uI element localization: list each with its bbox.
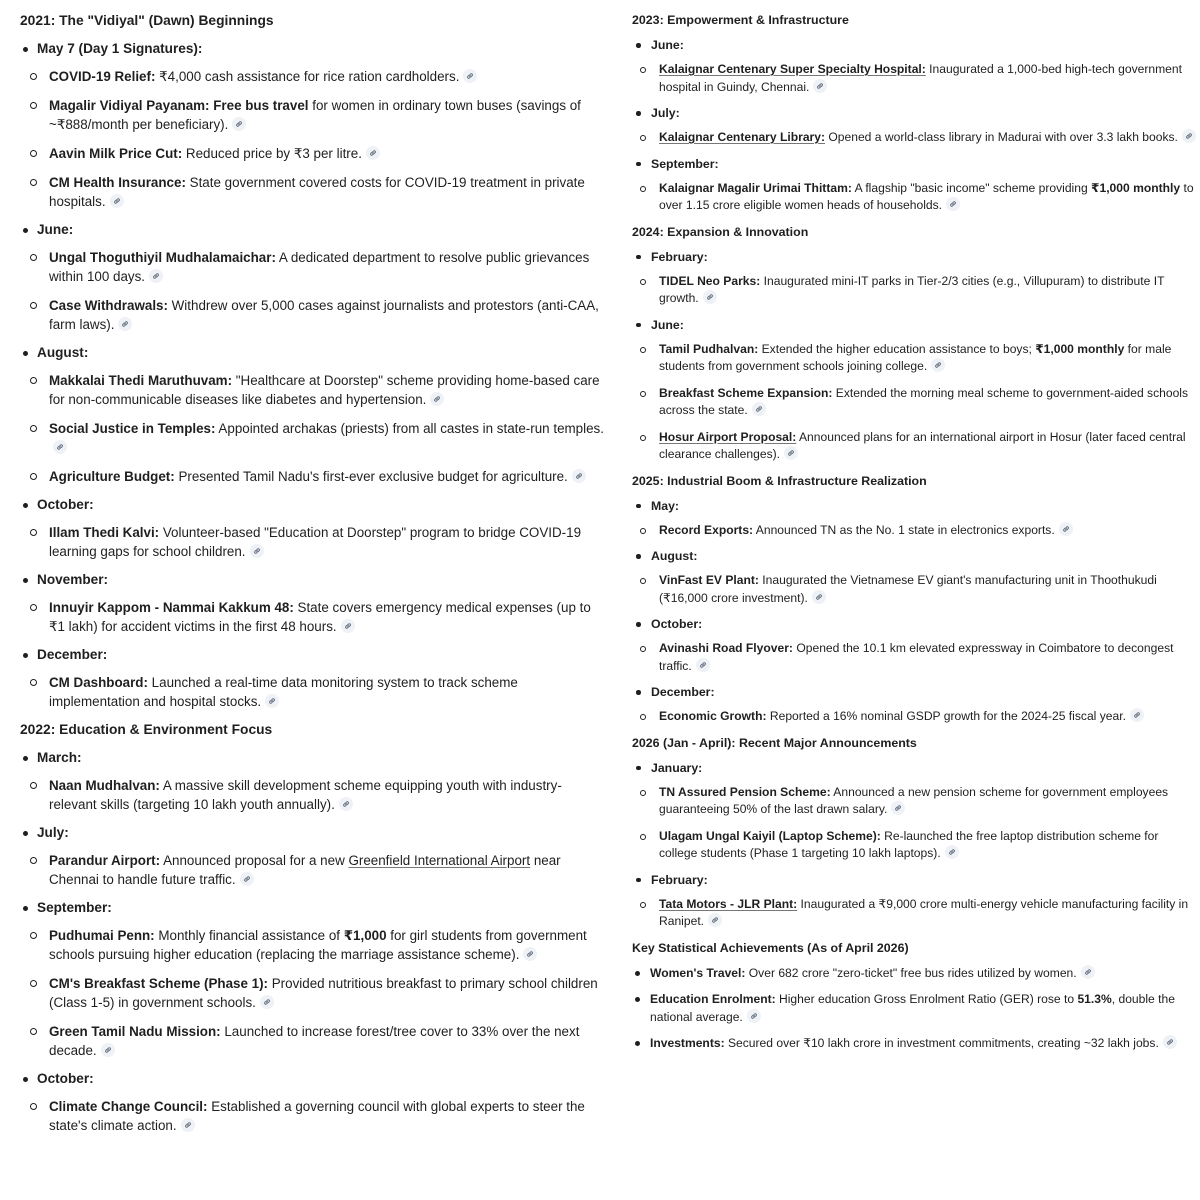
link-icon[interactable]: [891, 801, 905, 815]
link-icon[interactable]: [1130, 708, 1144, 722]
item-text: Extended the higher education assistance to boys;: [758, 341, 1036, 356]
section-2025-industrial-boom-infrastructure-real: [632, 473, 1200, 726]
item-text: Launched a real-time data monitoring system to track scheme implementation and hospital stocks.: [49, 675, 518, 709]
item-text: Provided nutritious breakfast to primary school children (Class 1-5) in government schools.: [49, 976, 598, 1010]
item-text: Launched to increase forest/tree cover to 33% over the next decade.: [49, 1024, 580, 1058]
item-label: Ulagam Ungal Kaiyil (Laptop Scheme):: [659, 828, 881, 843]
item-label: Case Withdrawals:: [49, 298, 168, 313]
item-text: State government covered costs for COVID-19 treatment in private hospitals.: [49, 175, 585, 209]
item-text: Appointed archakas (priests) from all castes in state-run temples.: [215, 421, 604, 436]
item-label: Record Exports:: [659, 522, 754, 537]
link-icon[interactable]: [572, 469, 586, 483]
link-icon[interactable]: [250, 544, 264, 558]
item-text: near Chennai to handle future traffic.: [49, 853, 561, 887]
item-text: Over 682 crore "zero-ticket" free bus rides utilized by women.: [745, 965, 1077, 980]
list-item: [20, 371, 606, 409]
item-text: Inaugurated mini-IT parks in Tier-2/3 cities (e.g., Villupuram) to distribute IT growth.: [659, 273, 1165, 305]
link-icon[interactable]: [341, 619, 355, 633]
month-heading: October:: [20, 1070, 606, 1088]
list-item: [20, 419, 606, 457]
month-heading: June:: [20, 221, 606, 239]
link-icon[interactable]: [945, 845, 959, 859]
item-text: State covers emergency medical expenses (up to ₹1 lakh) for accident victims in the first 48 hours.: [49, 600, 591, 634]
link-icon[interactable]: [752, 402, 766, 416]
item-text: A dedicated department to resolve public grievances within 100 days.: [49, 250, 590, 284]
link-icon[interactable]: [110, 194, 124, 208]
item-text: Opened a world-class library in Madurai with over 3.3 lakh books.: [825, 130, 1178, 144]
item-label: Naan Mudhalvan:: [49, 778, 160, 793]
month-heading: July:: [20, 824, 606, 842]
item-label: Green Tamil Nadu Mission:: [49, 1024, 221, 1039]
item-label: CM Dashboard:: [49, 675, 148, 690]
link-icon[interactable]: [149, 269, 163, 283]
list-item: [632, 708, 1200, 726]
section-title: 2025: Industrial Boom & Infrastructure Realization: [632, 473, 927, 488]
item-label: CM's Breakfast Scheme (Phase 1):: [49, 976, 269, 991]
link-icon[interactable]: [1059, 522, 1073, 536]
item-label: CM Health Insurance:: [49, 175, 186, 190]
link-icon[interactable]: [260, 995, 274, 1009]
list-item: [632, 341, 1200, 376]
section-title: 2022: Education & Environment Focus: [20, 722, 273, 737]
item-label: Kalaignar Magalir Urimai Thittam:: [659, 180, 852, 195]
list-item: [632, 991, 1200, 1026]
list-item: [632, 828, 1200, 863]
item-text: Re-launched the free laptop distribution scheme for college students (Phase 1 targeting 10 lakh laptops).: [659, 828, 1159, 860]
item-label: Ungal Thoguthiyil Mudhalamaichar:: [49, 250, 276, 265]
list-item: [20, 67, 606, 86]
section-2026-jan-april-recent-major-announcement: [632, 735, 1200, 931]
item-label: Illam Thedi Kalvi:: [49, 525, 160, 540]
item-text: Presented Tamil Nadu's first-ever exclusive budget for agriculture.: [174, 469, 568, 484]
item-text: Withdrew over 5,000 cases against journalists and protestors (anti-CAA, farm laws).: [49, 298, 599, 332]
month-heading: May:: [632, 498, 1200, 514]
item-label: Pudhumai Penn:: [49, 928, 155, 943]
list-item: [632, 129, 1200, 147]
link-icon[interactable]: [696, 658, 710, 672]
list-item: [20, 144, 606, 163]
item-text: Higher education Gross Enrolment Ratio (GER) rose to: [775, 992, 1078, 1006]
list-item: [632, 640, 1200, 675]
item-label: TIDEL Neo Parks:: [659, 273, 761, 288]
list-item: [20, 974, 606, 1012]
item-text: , double the national average.: [650, 992, 1175, 1024]
item-label: TN Assured Pension Scheme:: [659, 784, 831, 799]
item-label: Magalir Vidiyal Payanam: Free bus travel: [49, 98, 309, 113]
item-label: Agriculture Budget:: [49, 469, 175, 484]
list-item: [20, 673, 606, 711]
link-icon[interactable]: [232, 117, 246, 131]
list-item: [632, 61, 1200, 96]
list-item: [632, 385, 1200, 420]
list-item: [20, 1022, 606, 1060]
list-item: [20, 598, 606, 636]
item-text: Inaugurated the Vietnamese EV giant's manufacturing unit in Thoothukudi (₹16,000 crore investment).: [659, 573, 1157, 605]
item-label: Climate Change Council:: [49, 1099, 208, 1114]
list-item: [20, 96, 606, 134]
list-item: [632, 180, 1200, 215]
list-item: [632, 784, 1200, 819]
section-title: 2024: Expansion & Innovation: [632, 224, 809, 239]
link-icon[interactable]: [784, 446, 798, 460]
item-text: Opened the 10.1 km elevated expressway in Coimbatore to decongest traffic.: [659, 641, 1174, 673]
link-icon[interactable]: [813, 79, 827, 93]
item-link[interactable]: Greenfield International Airport: [348, 853, 531, 868]
item-text: to over 1.15 crore eligible women heads of households.: [659, 180, 1194, 212]
month-heading: January:: [632, 760, 1200, 776]
list-item: [632, 273, 1200, 308]
item-label: VinFast EV Plant:: [659, 573, 759, 587]
item-text: Announced a new pension scheme for government employees guaranteeing 50% of the last drawn salary.: [659, 784, 1169, 816]
item-text: Volunteer-based "Education at Doorstep" program to bridge COVID-19 learning gaps for school children.: [49, 525, 582, 559]
list-item: [632, 429, 1200, 464]
list-item: [20, 296, 606, 334]
section-2023-empowerment-infrastructure: [632, 12, 1200, 215]
item-label: Aavin Milk Price Cut:: [49, 146, 183, 161]
link-icon[interactable]: [1182, 129, 1196, 143]
list-item: [20, 776, 606, 814]
item-text: Announced proposal for a new: [160, 853, 349, 868]
item-text: Reduced price by ₹3 per litre.: [182, 146, 362, 161]
month-heading: February:: [632, 872, 1200, 888]
month-heading: June:: [632, 37, 1200, 53]
item-text: Monthly financial assistance of: [154, 928, 344, 943]
list-item: [632, 1035, 1200, 1053]
item-text: Reported a 16% nominal GSDP growth for the 2024-25 fiscal year.: [766, 709, 1126, 723]
section-2021-the-vidiyal-dawn-beginnings: [20, 12, 606, 711]
link-icon[interactable]: [181, 1118, 195, 1132]
list-item: [20, 523, 606, 561]
item-label: Women's Travel:: [650, 965, 746, 980]
month-heading: May 7 (Day 1 Signatures):: [20, 40, 606, 58]
right-column: [614, 0, 1200, 1062]
month-heading: August:: [632, 548, 1200, 564]
section-2024-expansion-innovation: [632, 224, 1200, 464]
link-icon[interactable]: [265, 694, 279, 708]
item-label[interactable]: Tata Motors - JLR Plant:: [659, 896, 798, 911]
item-label: ₹1,000 monthly: [1035, 341, 1125, 356]
link-icon[interactable]: [430, 392, 444, 406]
link-icon[interactable]: [366, 146, 380, 160]
section-title: 2023: Empowerment & Infrastructure: [632, 13, 849, 27]
link-icon[interactable]: [747, 1009, 761, 1023]
link-icon[interactable]: [53, 440, 67, 454]
section-2022-education-environment-focus: [20, 721, 606, 1135]
list-item: [632, 965, 1200, 983]
list-item: [20, 173, 606, 211]
month-heading: November:: [20, 571, 606, 589]
month-heading: March:: [20, 749, 606, 767]
item-text: Announced TN as the No. 1 state in electronics exports.: [753, 522, 1055, 537]
link-icon[interactable]: [931, 358, 945, 372]
item-label[interactable]: Hosur Airport Proposal:: [659, 429, 797, 444]
month-heading: February:: [632, 249, 1200, 265]
item-label: ₹1,000: [343, 928, 387, 943]
item-label: Avinashi Road Flyover:: [659, 641, 793, 655]
link-icon[interactable]: [708, 913, 722, 927]
month-heading: September:: [632, 156, 1200, 172]
month-heading: August:: [20, 344, 606, 362]
item-label: COVID-19 Relief:: [49, 69, 156, 84]
list-item: [632, 522, 1200, 540]
link-icon[interactable]: [1163, 1035, 1177, 1049]
section-title: Key Statistical Achievements (As of April 2026): [632, 940, 909, 955]
link-icon[interactable]: [523, 947, 537, 961]
item-text: Extended the morning meal scheme to government-aided schools across the state.: [659, 385, 1189, 417]
section-title: 2021: The "Vidiyal" (Dawn) Beginnings: [20, 13, 274, 28]
item-text: for women in ordinary town buses (savings of ~₹888/month per beneficiary).: [49, 98, 581, 132]
item-label: Social Justice in Temples:: [49, 421, 216, 436]
item-text: Announced plans for an international airport in Hosur (later faced central clearance challenges).: [659, 429, 1186, 461]
item-label: Makkalai Thedi Maruthuvam:: [49, 373, 233, 388]
link-icon[interactable]: [240, 872, 254, 886]
link-icon[interactable]: [339, 797, 353, 811]
item-text: ₹4,000 cash assistance for rice ration cardholders.: [155, 69, 460, 84]
list-item: [632, 572, 1200, 607]
month-heading: October:: [632, 616, 1200, 632]
item-label: ₹1,000 monthly: [1091, 180, 1181, 195]
item-label[interactable]: Kalaignar Centenary Super Specialty Hospital:: [659, 62, 926, 76]
item-label: Education Enrolment:: [650, 992, 776, 1006]
item-text: for male students from government schools joining college.: [659, 341, 1172, 373]
month-heading: September:: [20, 899, 606, 917]
item-label: Breakfast Scheme Expansion:: [659, 385, 833, 400]
link-icon[interactable]: [812, 590, 826, 604]
link-icon[interactable]: [101, 1043, 115, 1057]
item-text: A massive skill development scheme equipping youth with industry-relevant skills (targeting 10 lakh youth annually).: [49, 778, 562, 812]
month-heading: December:: [20, 646, 606, 664]
item-label: Parandur Airport:: [49, 853, 161, 868]
item-text: "Healthcare at Doorstep" scheme providing home-based care for non-communicable diseases like diabetes and hypertension.: [49, 373, 600, 407]
item-label: Innuyir Kappom - Nammai Kakkum 48:: [49, 600, 294, 615]
item-text: Inaugurated a 1,000-bed high-tech government hospital in Guindy, Chennai.: [659, 62, 1182, 94]
month-heading: December:: [632, 684, 1200, 700]
link-icon[interactable]: [118, 317, 132, 331]
section-key-statistical-achievements-as-of-april: [632, 940, 1200, 1053]
month-heading: July:: [632, 105, 1200, 121]
item-label: Tamil Pudhalvan:: [659, 341, 759, 356]
item-label: Investments:: [650, 1036, 725, 1050]
list-item: [20, 926, 606, 964]
item-text: A flagship "basic income" scheme providing: [851, 180, 1092, 195]
list-item: [20, 851, 606, 889]
link-icon[interactable]: [703, 290, 717, 304]
month-heading: June:: [632, 317, 1200, 333]
section-title: 2026 (Jan - April): Recent Major Announcements: [632, 735, 917, 750]
item-label: Economic Growth:: [659, 709, 767, 723]
link-icon[interactable]: [1081, 965, 1095, 979]
list-item: [632, 896, 1200, 931]
item-text: for girl students from government schools pursuing higher education (replacing the marriage assistance scheme).: [49, 928, 587, 962]
month-heading: October:: [20, 496, 606, 514]
item-text: Secured over ₹10 lakh crore in investment commitments, creating ~32 lakh jobs.: [724, 1036, 1159, 1050]
item-label: 51.3%: [1077, 992, 1112, 1006]
item-text: Established a governing council with global experts to steer the state's climate action.: [49, 1099, 585, 1133]
left-column: [0, 0, 606, 1145]
link-icon[interactable]: [463, 69, 477, 83]
list-item: [20, 1097, 606, 1135]
item-text: Inaugurated a ₹9,000 crore multi-energy vehicle manufacturing facility in Ranipet.: [659, 896, 1189, 928]
list-item: [20, 248, 606, 286]
list-item: [20, 467, 606, 486]
link-icon[interactable]: [946, 197, 960, 211]
item-label[interactable]: Kalaignar Centenary Library:: [659, 130, 826, 144]
